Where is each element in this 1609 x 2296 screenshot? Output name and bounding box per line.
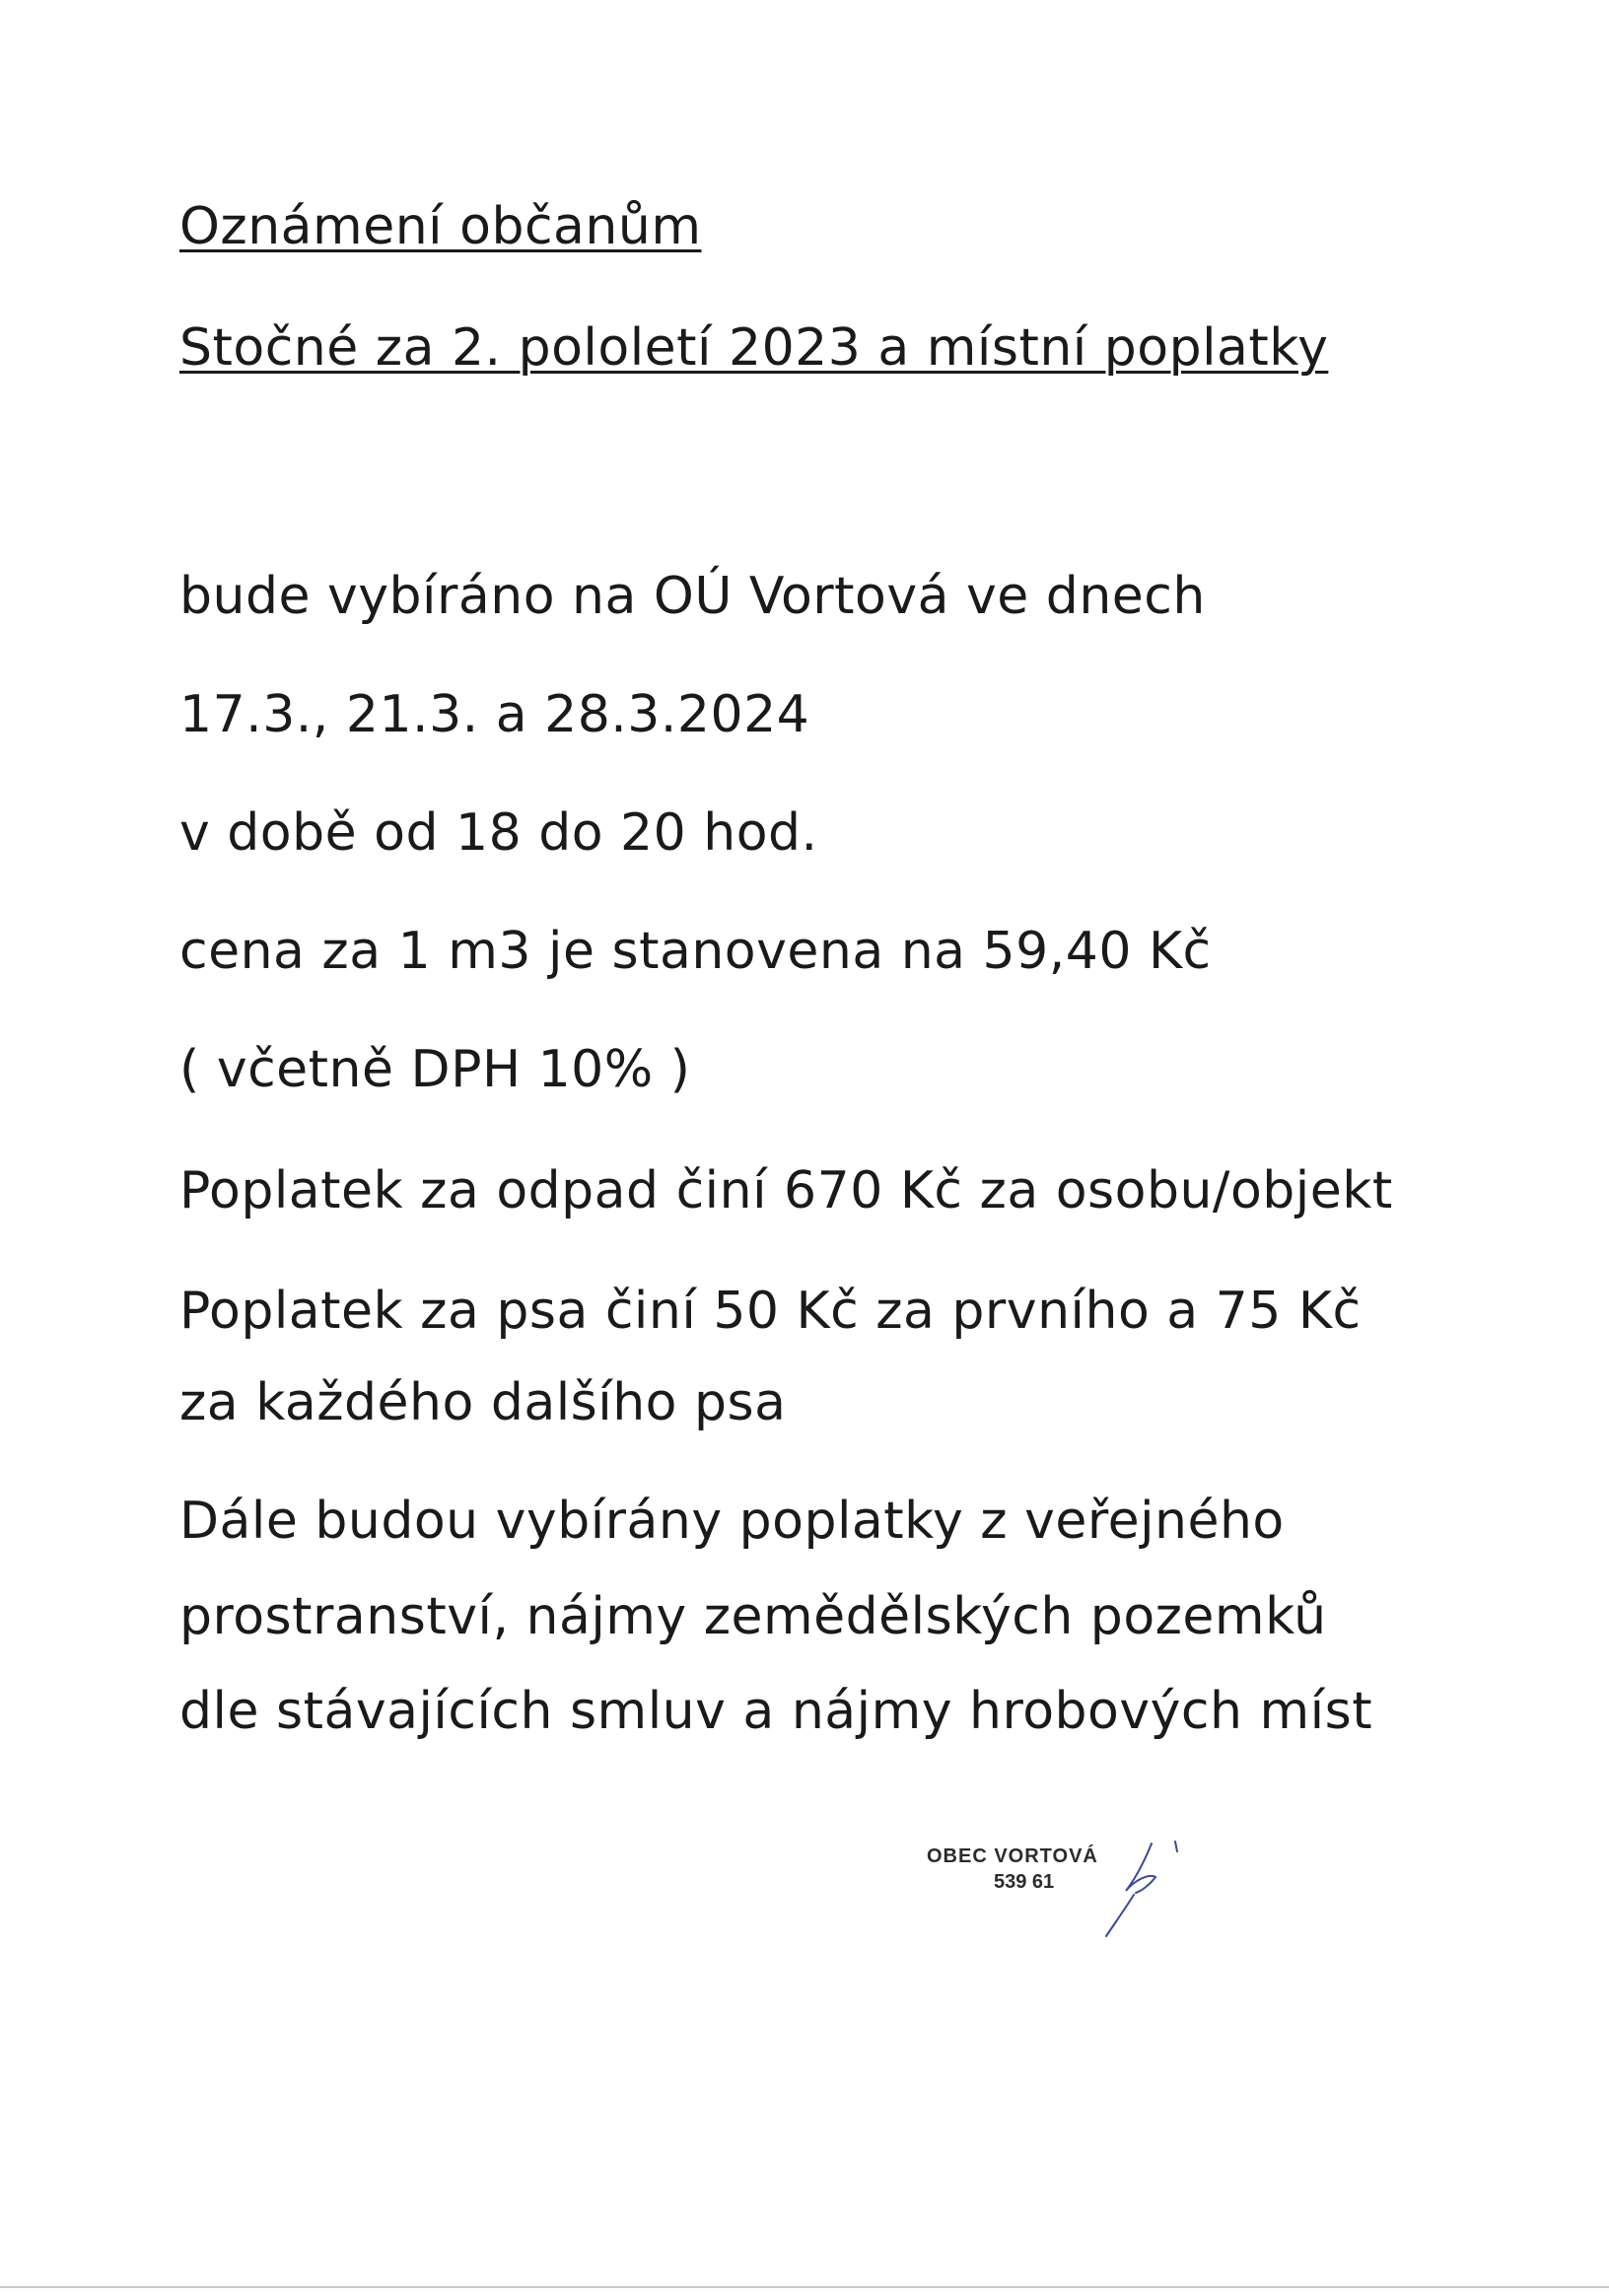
- body-line-6: Poplatek za odpad činí 670 Kč za osobu/objekt: [179, 1161, 1393, 1220]
- stamp-postcode: 539 61: [994, 1871, 1055, 1893]
- body-line-9: Dále budou vybírány poplatky z veřejného: [179, 1492, 1285, 1551]
- body-line-5: ( včetně DPH 10% ): [179, 1040, 691, 1099]
- stamp-name: OBEC VORTOVÁ: [927, 1845, 1098, 1867]
- body-line-11: dle stávajících smluv a nájmy hrobových míst: [179, 1682, 1373, 1741]
- document-subtitle: Stočné za 2. pololetí 2023 a místní poplatky: [179, 318, 1329, 378]
- body-line-10: prostranství, nájmy zemědělských pozemků: [179, 1587, 1327, 1646]
- body-line-7: Poplatek za psa činí 50 Kč za prvního a 75 Kč: [179, 1282, 1362, 1341]
- scan-edge-line: [0, 2286, 1609, 2288]
- body-line-2: 17.3., 21.3. a 28.3.2024: [179, 685, 810, 744]
- signature-scribble: [1065, 1834, 1213, 1942]
- body-line-1: bude vybíráno na OÚ Vortová ve dnech: [179, 567, 1206, 626]
- document-title: Oznámení občanům: [179, 197, 702, 256]
- body-line-8: za každého dalšího psa: [179, 1373, 787, 1432]
- body-line-4: cena za 1 m3 je stanovena na 59,40 Kč: [179, 922, 1212, 981]
- body-line-3: v době od 18 do 20 hod.: [179, 803, 818, 863]
